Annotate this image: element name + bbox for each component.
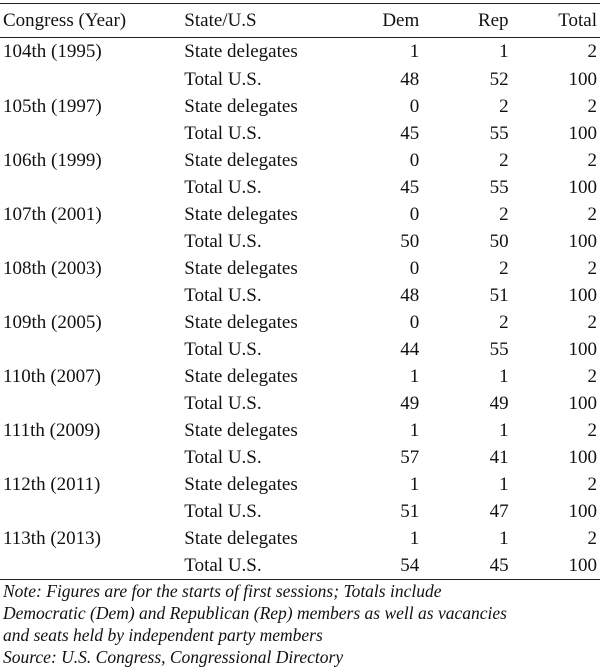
table-row (0, 174, 600, 201)
cell-rep: 55 (489, 122, 509, 144)
table-row (0, 417, 600, 444)
cell-congress-year (0, 552, 184, 580)
cell-congress-year: 108th (2003) (3, 257, 102, 279)
cell-rep: 1 (499, 473, 509, 495)
cell-congress-year: 105th (1997) (3, 95, 102, 117)
cell-state-us: State delegates (184, 149, 298, 171)
cell-dem: 51 (400, 500, 420, 522)
table-row (0, 147, 600, 174)
cell-state-us: Total U.S. (184, 176, 262, 198)
table-row (0, 471, 600, 498)
cell-state-us: State delegates (184, 419, 298, 441)
table-row (0, 552, 600, 580)
cell-congress-year (0, 498, 184, 525)
table-row (0, 255, 600, 282)
cell-rep: 1 (499, 365, 509, 387)
cell-dem: 1 (409, 473, 420, 495)
cell-total: 100 (568, 284, 597, 306)
cell-dem: 1 (409, 419, 420, 441)
cell-congress-year (0, 336, 184, 363)
cell-dem: 0 (409, 311, 420, 333)
cell-dem: 48 (400, 284, 420, 306)
cell-rep: 2 (499, 311, 509, 333)
header-rep: Rep (419, 4, 508, 38)
source-line: Source: U.S. Congress, Congressional Directory (3, 647, 344, 667)
table-row (0, 444, 600, 471)
cell-state-us: Total U.S. (184, 552, 363, 580)
cell-state-us: State delegates (184, 365, 298, 387)
cell-rep: 2 (499, 149, 509, 171)
header-state-us: State/U.S (184, 4, 363, 38)
cell-congress-year: 109th (2005) (3, 311, 102, 333)
cell-rep: 55 (489, 176, 509, 198)
cell-state-us: Total U.S. (184, 122, 262, 144)
cell-congress-year: 107th (2001) (3, 203, 102, 225)
cell-state-us: State delegates (184, 95, 298, 117)
cell-dem: 1 (409, 41, 420, 63)
cell-total: 2 (587, 527, 597, 549)
cell-rep: 51 (489, 284, 509, 306)
table-row (0, 336, 600, 363)
table-row (0, 390, 600, 417)
cell-rep: 47 (489, 500, 509, 522)
cell-rep: 49 (489, 392, 509, 414)
cell-dem: 45 (400, 122, 420, 144)
senate-delegation-table (0, 3, 600, 580)
header-dem: Dem (364, 4, 420, 38)
cell-dem: 54 (364, 552, 420, 580)
cell-dem: 1 (409, 527, 420, 549)
header-congress-year: Congress (Year) (0, 4, 184, 38)
cell-total: 100 (509, 552, 600, 580)
table-row (0, 363, 600, 390)
note-line: Democratic (Dem) and Republican (Rep) members as well as vacancies (3, 603, 507, 623)
cell-rep: 55 (489, 338, 509, 360)
cell-total: 2 (587, 95, 597, 117)
table-row (0, 498, 600, 525)
cell-total: 2 (587, 473, 597, 495)
cell-congress-year (0, 66, 184, 93)
table-row (0, 66, 600, 93)
cell-dem: 0 (409, 149, 420, 171)
cell-total: 100 (568, 122, 597, 144)
table-row (0, 525, 600, 552)
cell-dem: 0 (409, 257, 420, 279)
cell-state-us: Total U.S. (184, 338, 262, 360)
cell-state-us: Total U.S. (184, 392, 262, 414)
cell-total: 2 (587, 149, 597, 171)
cell-rep: 50 (489, 230, 509, 252)
cell-dem: 44 (400, 338, 420, 360)
cell-state-us: State delegates (184, 527, 298, 549)
cell-total: 100 (568, 230, 597, 252)
cell-congress-year (0, 390, 184, 417)
header-row (0, 4, 600, 38)
cell-total: 100 (568, 446, 597, 468)
cell-congress-year (0, 228, 184, 255)
cell-congress-year: 111th (2009) (3, 419, 101, 441)
cell-state-us: State delegates (184, 203, 298, 225)
cell-total: 100 (568, 392, 597, 414)
cell-dem: 45 (400, 176, 420, 198)
cell-total: 2 (587, 203, 597, 225)
cell-rep: 1 (499, 41, 509, 63)
table-body (0, 38, 600, 580)
cell-state-us: Total U.S. (184, 68, 262, 90)
table-row (0, 38, 600, 66)
cell-state-us: State delegates (184, 41, 298, 63)
cell-rep: 1 (499, 419, 509, 441)
cell-congress-year: 104th (1995) (3, 41, 102, 63)
cell-state-us: State delegates (184, 473, 298, 495)
cell-congress-year (0, 120, 184, 147)
cell-state-us: State delegates (184, 257, 298, 279)
cell-rep: 41 (489, 446, 509, 468)
cell-rep: 2 (499, 257, 509, 279)
cell-total: 2 (587, 365, 597, 387)
cell-total: 100 (568, 176, 597, 198)
cell-rep: 2 (499, 95, 509, 117)
cell-congress-year: 106th (1999) (3, 149, 102, 171)
cell-rep: 45 (419, 552, 508, 580)
cell-congress-year: 113th (2013) (3, 527, 101, 549)
cell-dem: 1 (409, 365, 420, 387)
table-header (0, 4, 600, 38)
table-note (3, 580, 597, 668)
cell-total: 100 (568, 338, 597, 360)
cell-state-us: Total U.S. (184, 446, 262, 468)
cell-dem: 57 (400, 446, 420, 468)
cell-state-us: Total U.S. (184, 284, 262, 306)
cell-state-us: Total U.S. (184, 230, 262, 252)
cell-congress-year (0, 444, 184, 471)
cell-total: 2 (587, 311, 597, 333)
cell-total: 2 (587, 41, 597, 63)
cell-dem: 49 (400, 392, 420, 414)
cell-rep: 2 (499, 203, 509, 225)
table-row (0, 93, 600, 120)
table-row (0, 201, 600, 228)
cell-rep: 52 (489, 68, 509, 90)
cell-dem: 48 (400, 68, 420, 90)
note-line: Note: Figures are for the starts of first sessions; Totals include (3, 581, 442, 601)
table-row (0, 309, 600, 336)
cell-rep: 1 (499, 527, 509, 549)
cell-total: 2 (587, 257, 597, 279)
table-row (0, 228, 600, 255)
header-total: Total (509, 4, 600, 38)
cell-total: 100 (568, 68, 597, 90)
cell-congress-year (0, 282, 184, 309)
cell-state-us: State delegates (184, 311, 298, 333)
cell-congress-year (0, 174, 184, 201)
cell-dem: 0 (409, 203, 420, 225)
table-row (0, 282, 600, 309)
cell-total: 100 (568, 500, 597, 522)
cell-state-us: Total U.S. (184, 500, 262, 522)
cell-dem: 50 (400, 230, 420, 252)
cell-total: 2 (587, 419, 597, 441)
table-row (0, 120, 600, 147)
cell-congress-year: 110th (2007) (3, 365, 101, 387)
note-line: and seats held by independent party members (3, 625, 323, 645)
cell-dem: 0 (409, 95, 420, 117)
cell-congress-year: 112th (2011) (3, 473, 101, 495)
